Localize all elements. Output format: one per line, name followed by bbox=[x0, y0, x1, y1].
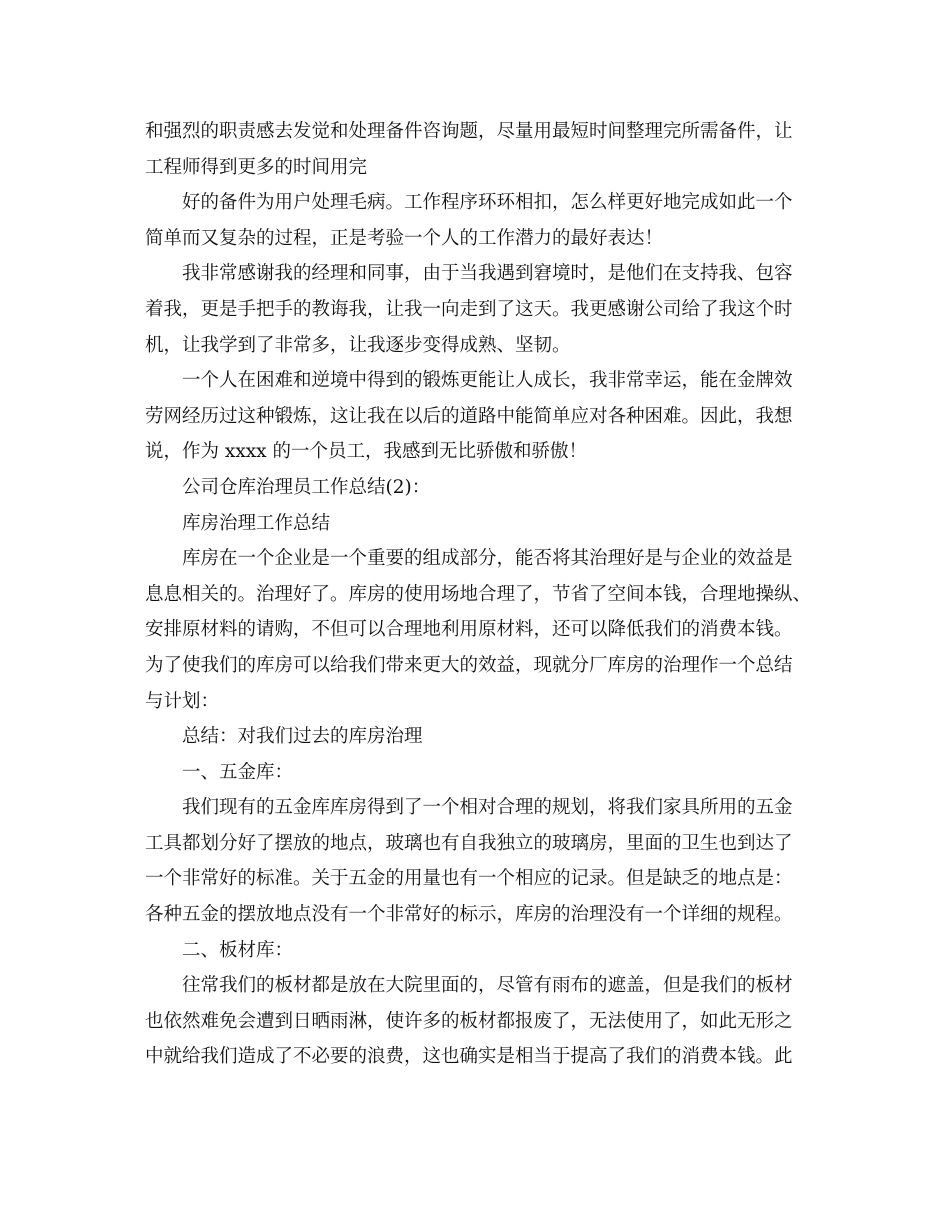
text-line: 中就给我们造成了不必要的浪费，这也确实是相当于提高了我们的消费本钱。此 bbox=[145, 1046, 793, 1068]
text-line: 一个非常好的标准。关于五金的用量也有一个相应的记录。但是缺乏的地点是： bbox=[145, 868, 793, 890]
text-line: 为了使我们的库房可以给我们带来更大的效益，现就分厂库房的治理作一个总结 bbox=[145, 654, 793, 676]
section-heading: 总结：对我们过去的库房治理 bbox=[182, 726, 423, 748]
section-heading: 一、五金库： bbox=[182, 761, 294, 783]
text-line: 也依然难免会遭到日晒雨淋，使许多的板材都报废了，无法使用了，如此无形之 bbox=[145, 1010, 793, 1032]
text-line: 机，让我学到了非常多，让我逐步变得成熟、坚韧。 bbox=[145, 334, 571, 356]
section-heading: 二、板材库： bbox=[182, 939, 294, 961]
text-line: 我们现有的五金库库房得到了一个相对合理的规划，将我们家具所用的五金 bbox=[182, 797, 793, 819]
text-line: 工具都划分好了摆放的地点，玻璃也有自我独立的玻璃房，里面的卫生也到达了 bbox=[145, 832, 793, 854]
text-line: 说，作为 xxxx 的一个员工，我感到无比骄傲和骄傲！ bbox=[145, 441, 587, 463]
text-line: 库房在一个企业是一个重要的组成部分，能否将其治理好是与企业的效益是 bbox=[182, 548, 793, 570]
document-body bbox=[145, 114, 825, 1075]
text-line: 一个人在困难和逆境中得到的锻炼更能让人成长，我非常幸运，能在金牌效 bbox=[182, 370, 793, 392]
text-line: 劳网经历过这种锻炼，这让我在以后的道路中能简单应对各种困难。因此，我想 bbox=[145, 405, 793, 427]
text-line: 好的备件为用户处理毛病。工作程序环环相扣，怎么样更好地完成如此一个 bbox=[182, 192, 793, 214]
text-line: 各种五金的摆放地点没有一个非常好的标示，库房的治理没有一个详细的规程。 bbox=[145, 904, 793, 926]
text-line: 往常我们的板材都是放在大院里面的，尽管有雨布的遮盖，但是我们的板材 bbox=[182, 975, 793, 997]
text-line: 着我，更是手把手的教诲我，让我一向走到了这天。我更感谢公司给了我这个时 bbox=[145, 298, 793, 320]
section-heading: 公司仓库治理员工作总结(2)： bbox=[182, 476, 431, 498]
text-line: 我非常感谢我的经理和同事，由于当我遇到窘境时，是他们在支持我、包容 bbox=[182, 263, 793, 285]
text-line: 和强烈的职责感去发觉和处理备件咨询题，尽量用最短时间整理完所需备件，让 bbox=[145, 121, 793, 142]
text-line: 工程师得到更多的时间用完 bbox=[145, 156, 368, 178]
text-line: 安排原材料的请购，不但可以合理地利用原材料，还可以降低我们的消费本钱。 bbox=[145, 619, 793, 641]
text-line: 简单而又复杂的过程，正是考验一个人的工作潜力的最好表达！ bbox=[145, 227, 664, 249]
text-line: 与计划： bbox=[145, 690, 220, 712]
section-heading: 库房治理工作总结 bbox=[182, 512, 331, 534]
text-line: 息息相关的。治理好了。库房的使用场地合理了，节省了空间本钱，合理地操纵、 bbox=[145, 583, 812, 605]
